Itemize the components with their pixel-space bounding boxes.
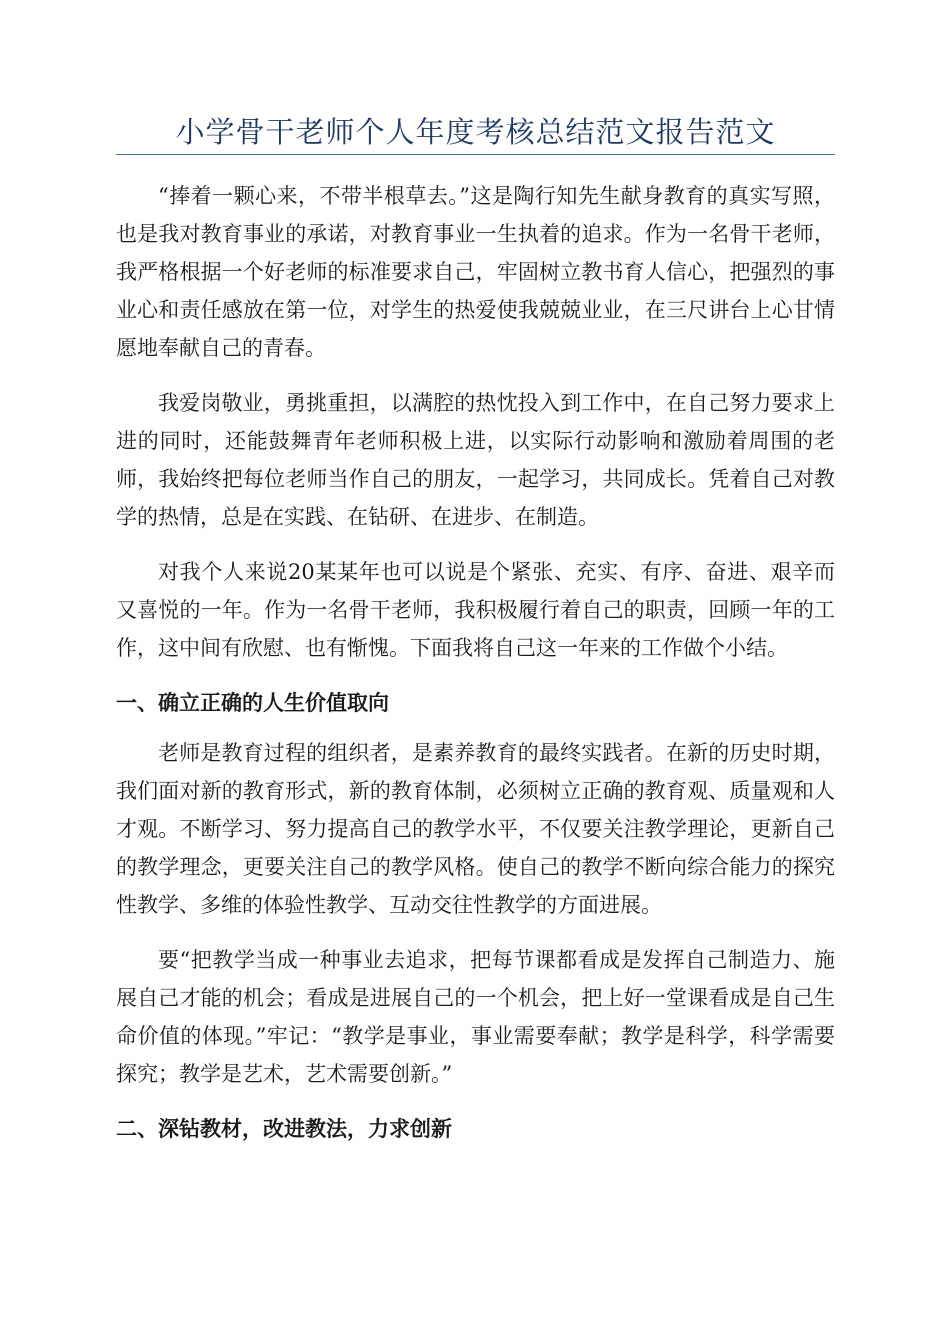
title-underline xyxy=(116,154,835,155)
intro-paragraph-3: 对我个人来说20某某年也可以说是个紧张、充实、有序、奋进、艰辛而又喜悦的一年。作为一名骨干老师，我积极履行着自己的职责，回顾一年的工作，这中间有欣慰、也有惭愧。下面我将自己这一年来的工作做个小结。 xyxy=(116,560,835,660)
section-heading-2: 二、深钻教材，改进教法，力求创新 xyxy=(116,1117,452,1141)
document-page xyxy=(116,0,835,1160)
intro-paragraph-2: 我爱岗敬业，勇挑重担，以满腔的热忱投入到工作中，在自己努力要求上进的同时，还能鼓舞青年老师积极上进，以实际行动影响和激励着周围的老师，我始终把每位老师当作自己的朋友，一起学习，共同成长。凭着自己对教学的热情，总是在实践、在钻研、在进步、在制造。 xyxy=(116,391,835,529)
section1-paragraph-1: 老师是教育过程的组织者，是素养教育的最终实践者。在新的历史时期，我们面对新的教育形式，新的教育体制，必须树立正确的教育观、质量观和人才观。不断学习、努力提高自己的教学水平，不仅要关注教学理论，更新自己的教学理念，更要关注自己的教学风格。使自己的教学不断向综合能力的探究性教学、多维的体验性教学、互动交往性教学的方面进展。 xyxy=(116,741,835,917)
section1-paragraph-2: 要“把教学当成一种事业去追求，把每节课都看成是发挥自己制造力、施展自己才能的机会；看成是进展自己的一个机会，把上好一堂课看成是自己生命价值的体现。”牢记：“教学是事业，事业需要奉献；教学是科学，科学需要探究；教学是艺术，艺术需要创新。” xyxy=(116,948,835,1086)
page-title: 小学骨干老师个人年度考核总结范文报告范文 xyxy=(175,115,776,149)
section-heading-1: 一、确立正确的人生价值取向 xyxy=(116,691,389,715)
intro-paragraph-1: “捧着一颗心来，不带半根草去。”这是陶行知先生献身教育的真实写照，也是我对教育事业的承诺，对教育事业一生执着的追求。作为一名骨干老师，我严格根据一个好老师的标准要求自己，牢固树立教书育人信心，把强烈的事业心和责任感放在第一位，对学生的热爱使我兢兢业业，在三尺讲台上心甘情愿地奉献自己的青春。 xyxy=(116,184,835,360)
